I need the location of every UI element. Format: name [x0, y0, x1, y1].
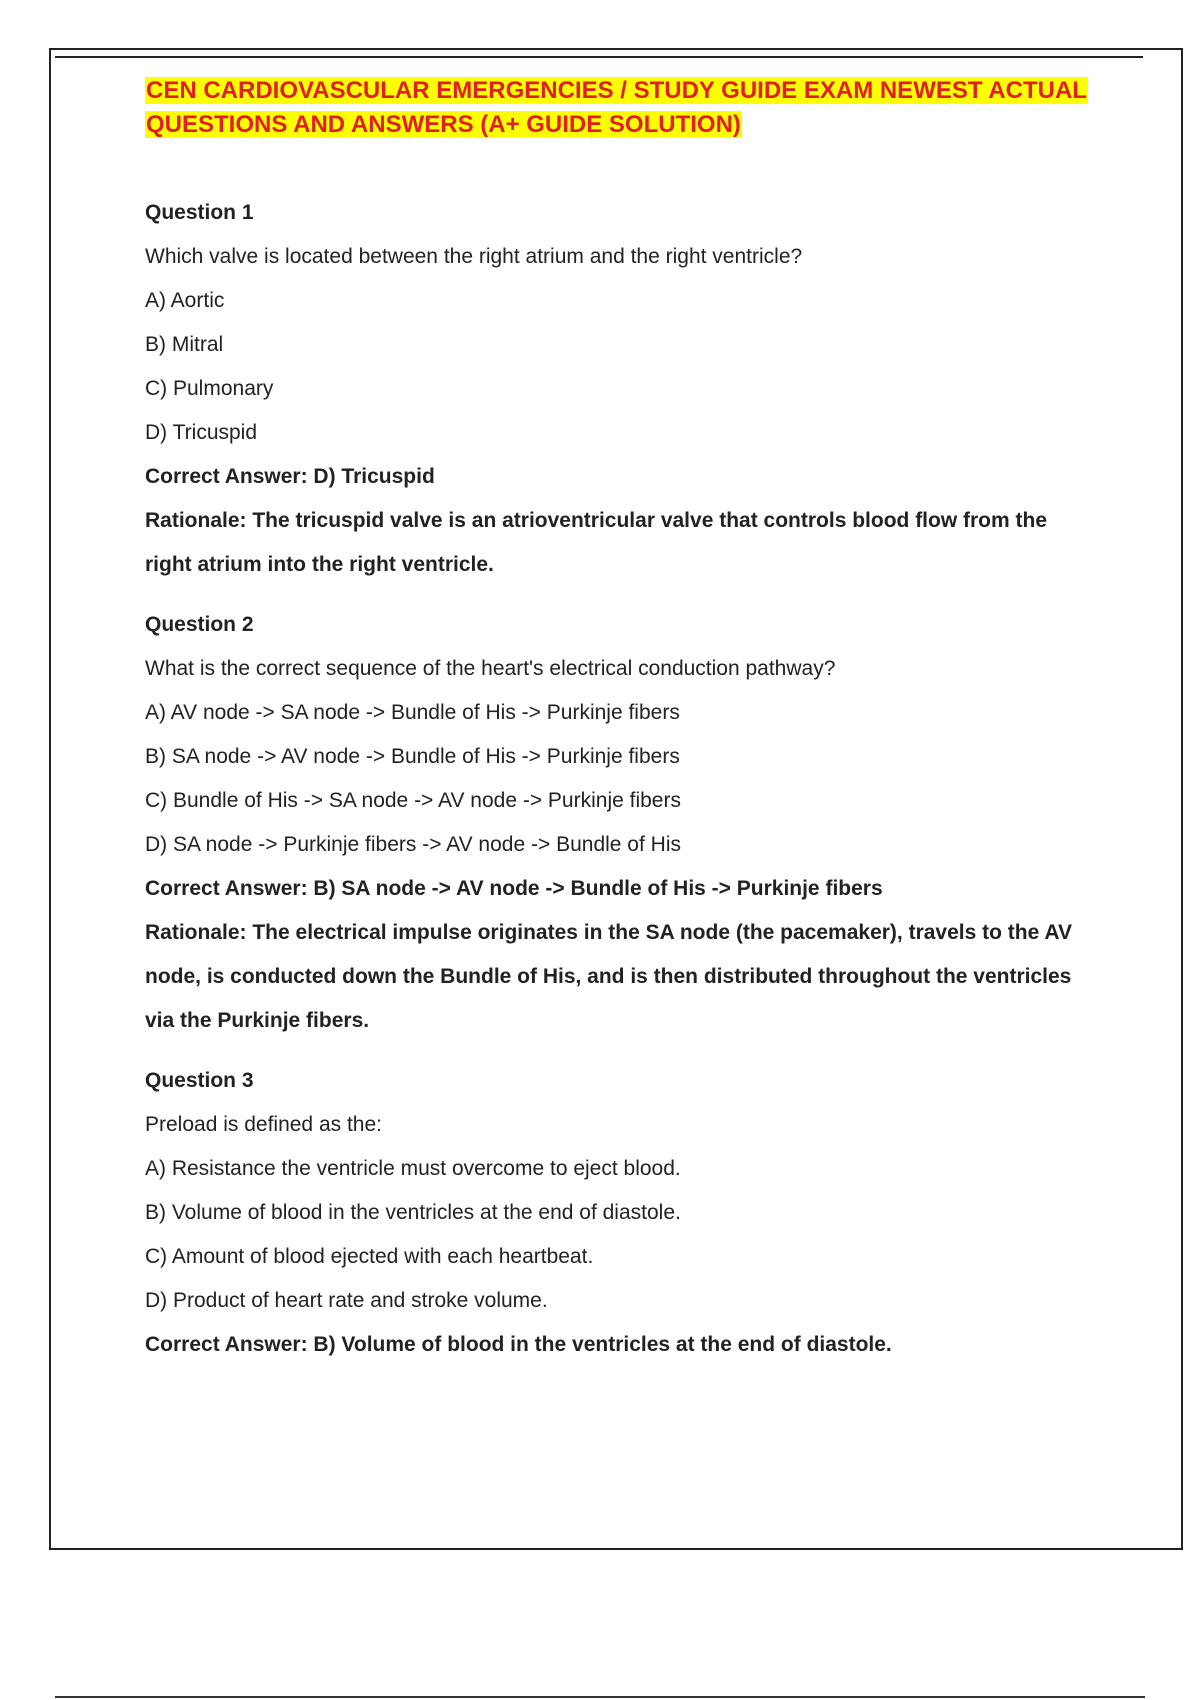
- correct-answer: Correct Answer: B) SA node -> AV node -> Bundle of His -> Purkinje fibers: [145, 877, 883, 900]
- question-1: [145, 191, 1095, 587]
- correct-answer: Correct Answer: B) Volume of blood in the ventricles at the end of diastole.: [145, 1333, 892, 1356]
- option-d: D) SA node -> Purkinje fibers -> AV node -> Bundle of His: [145, 833, 681, 856]
- question-text: Which valve is located between the right atrium and the right ventricle?: [145, 245, 803, 268]
- option-d: D) Tricuspid: [145, 421, 258, 444]
- top-rule: [55, 56, 1143, 58]
- option-d: D) Product of heart rate and stroke volume.: [145, 1289, 548, 1312]
- document-body: [145, 74, 1095, 1383]
- option-c: C) Amount of blood ejected with each heartbeat.: [145, 1245, 594, 1268]
- question-3: [145, 1059, 1095, 1367]
- document-title: [145, 74, 1095, 142]
- title-line-2: QUESTIONS AND ANSWERS (A+ GUIDE SOLUTION): [146, 111, 741, 138]
- option-b: B) SA node -> AV node -> Bundle of His -> Purkinje fibers: [145, 745, 680, 768]
- correct-answer: Correct Answer: D) Tricuspid: [145, 465, 435, 488]
- option-c: C) Pulmonary: [145, 377, 274, 400]
- question-2: [145, 603, 1095, 1043]
- option-a: A) Aortic: [145, 289, 225, 312]
- bottom-rule: [55, 1696, 1145, 1698]
- option-c: C) Bundle of His -> SA node -> AV node -> Purkinje fibers: [145, 789, 681, 812]
- rationale: Rationale: The electrical impulse originates in the SA node (the pacemaker), travels to the AV node, is conducted down the Bundle of His, and is then distributed throughout the ventricles via the Purkinje fibers.: [145, 921, 1072, 1032]
- question-heading: Question 3: [145, 1069, 254, 1092]
- option-a: A) AV node -> SA node -> Bundle of His -> Purkinje fibers: [145, 701, 680, 724]
- question-heading: Question 1: [145, 201, 254, 224]
- question-text: Preload is defined as the:: [145, 1113, 382, 1136]
- question-heading: Question 2: [145, 613, 254, 636]
- option-b: B) Volume of blood in the ventricles at the end of diastole.: [145, 1201, 681, 1224]
- rationale: Rationale: The tricuspid valve is an atrioventricular valve that controls blood flow from the right atrium into the right ventricle.: [145, 509, 1048, 576]
- option-a: A) Resistance the ventricle must overcome to eject blood.: [145, 1157, 681, 1180]
- question-text: What is the correct sequence of the heart's electrical conduction pathway?: [145, 657, 836, 680]
- title-line-1: CEN CARDIOVASCULAR EMERGENCIES / STUDY GUIDE EXAM NEWEST ACTUAL: [146, 77, 1087, 104]
- option-b: B) Mitral: [145, 333, 224, 356]
